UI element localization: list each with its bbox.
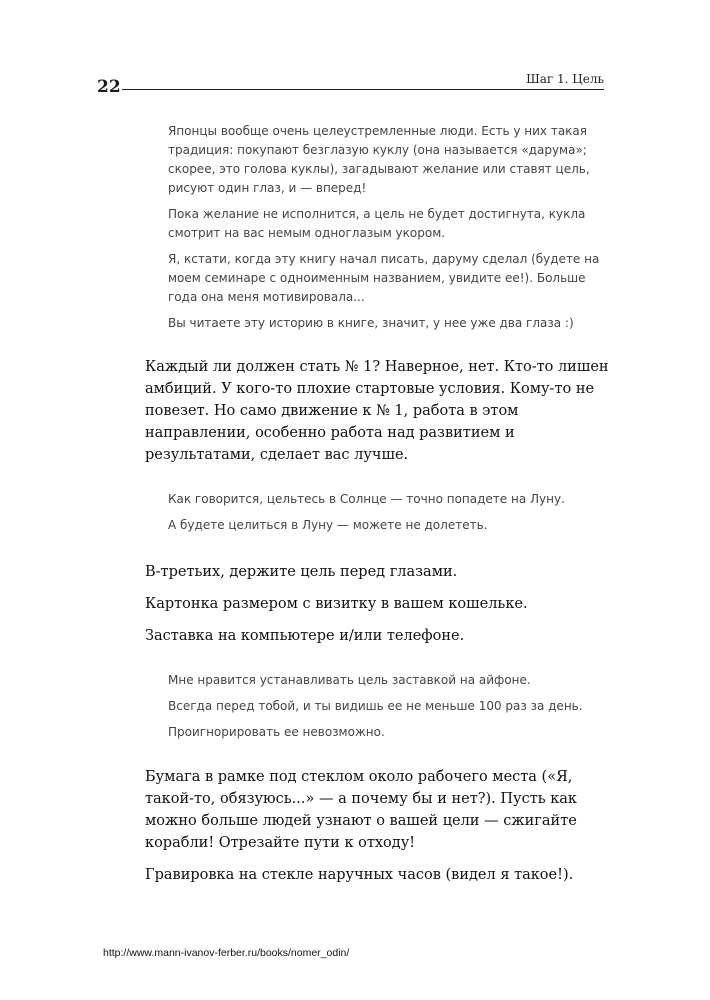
running-head: Шаг 1. Цель — [526, 72, 604, 86]
aside-paragraph: Как говорится, цельтесь в Солнце — точно попадете на Луну. — [168, 492, 565, 506]
page-content — [145, 116, 615, 896]
aside-paragraph: Я, кстати, когда эту книгу начал писать, даруму сделал (будете на моем семинаре с одноименным названием, увидите ее!). Больше года она меня мотивировала... — [168, 252, 600, 304]
body-paragraph: Каждый ли должен стать № 1? Наверное, нет. Кто-то лишен амбиций. У кого-то плохие стартовые условия. Кому-то не повезет. Но само движение к № 1, работа в этом направлении, особенно работа над развитием и результатами, сделает вас лучше. — [145, 359, 609, 463]
body-paragraph: Картонка размером с визитку в вашем кошельке. — [145, 596, 528, 612]
header-rule — [122, 89, 604, 90]
aside-sun-moon — [145, 490, 615, 535]
aside-paragraph: Японцы вообще очень целеустремленные люди. Есть у них такая традиция: покупают безглазую куклу (она называется «дарума»; скорее, это голова куклы), загадывают желание или ставят цель, рисуют один глаз, и — вперед! — [168, 124, 590, 195]
body-paragraph: Заставка на компьютере и/или телефоне. — [145, 628, 465, 644]
footer-url-link[interactable]: http://www.mann-ivanov-ferber.ru/books/nomer_odin/ — [103, 947, 350, 959]
aside-iphone — [145, 671, 615, 742]
body-paragraph: В-третьих, держите цель перед глазами. — [145, 564, 458, 580]
body-section-paper-watch — [145, 766, 615, 886]
aside-paragraph: Вы читаете эту историю в книге, значит, у нее уже два глаза :) — [168, 316, 574, 330]
page-number: 22 — [97, 77, 121, 97]
aside-paragraph: Проигнорировать ее невозможно. — [168, 725, 385, 739]
aside-paragraph: Всегда перед тобой, и ты видишь ее не меньше 100 раз за день. — [168, 699, 583, 713]
body-section-number-one — [145, 356, 615, 466]
aside-daruma — [145, 122, 615, 333]
aside-paragraph: Мне нравится устанавливать цель заставкой на айфоне. — [168, 673, 531, 687]
aside-paragraph: Пока желание не исполнится, а цель не будет достигнута, кукла смотрит на вас немым одноглазым укором. — [168, 207, 586, 240]
body-paragraph: Гравировка на стекле наручных часов (видел я такое!). — [145, 867, 574, 883]
aside-paragraph: А будете целиться в Луну — можете не долететь. — [168, 518, 488, 532]
body-section-goal-visible — [145, 561, 615, 647]
body-paragraph: Бумага в рамке под стеклом около рабочего места («Я, такой-то, обязуюсь...» — а почему бы и нет?). Пусть как можно больше людей узнают о вашей цели — сжигайте корабли! Отрезайте пути к отходу! — [145, 769, 577, 851]
